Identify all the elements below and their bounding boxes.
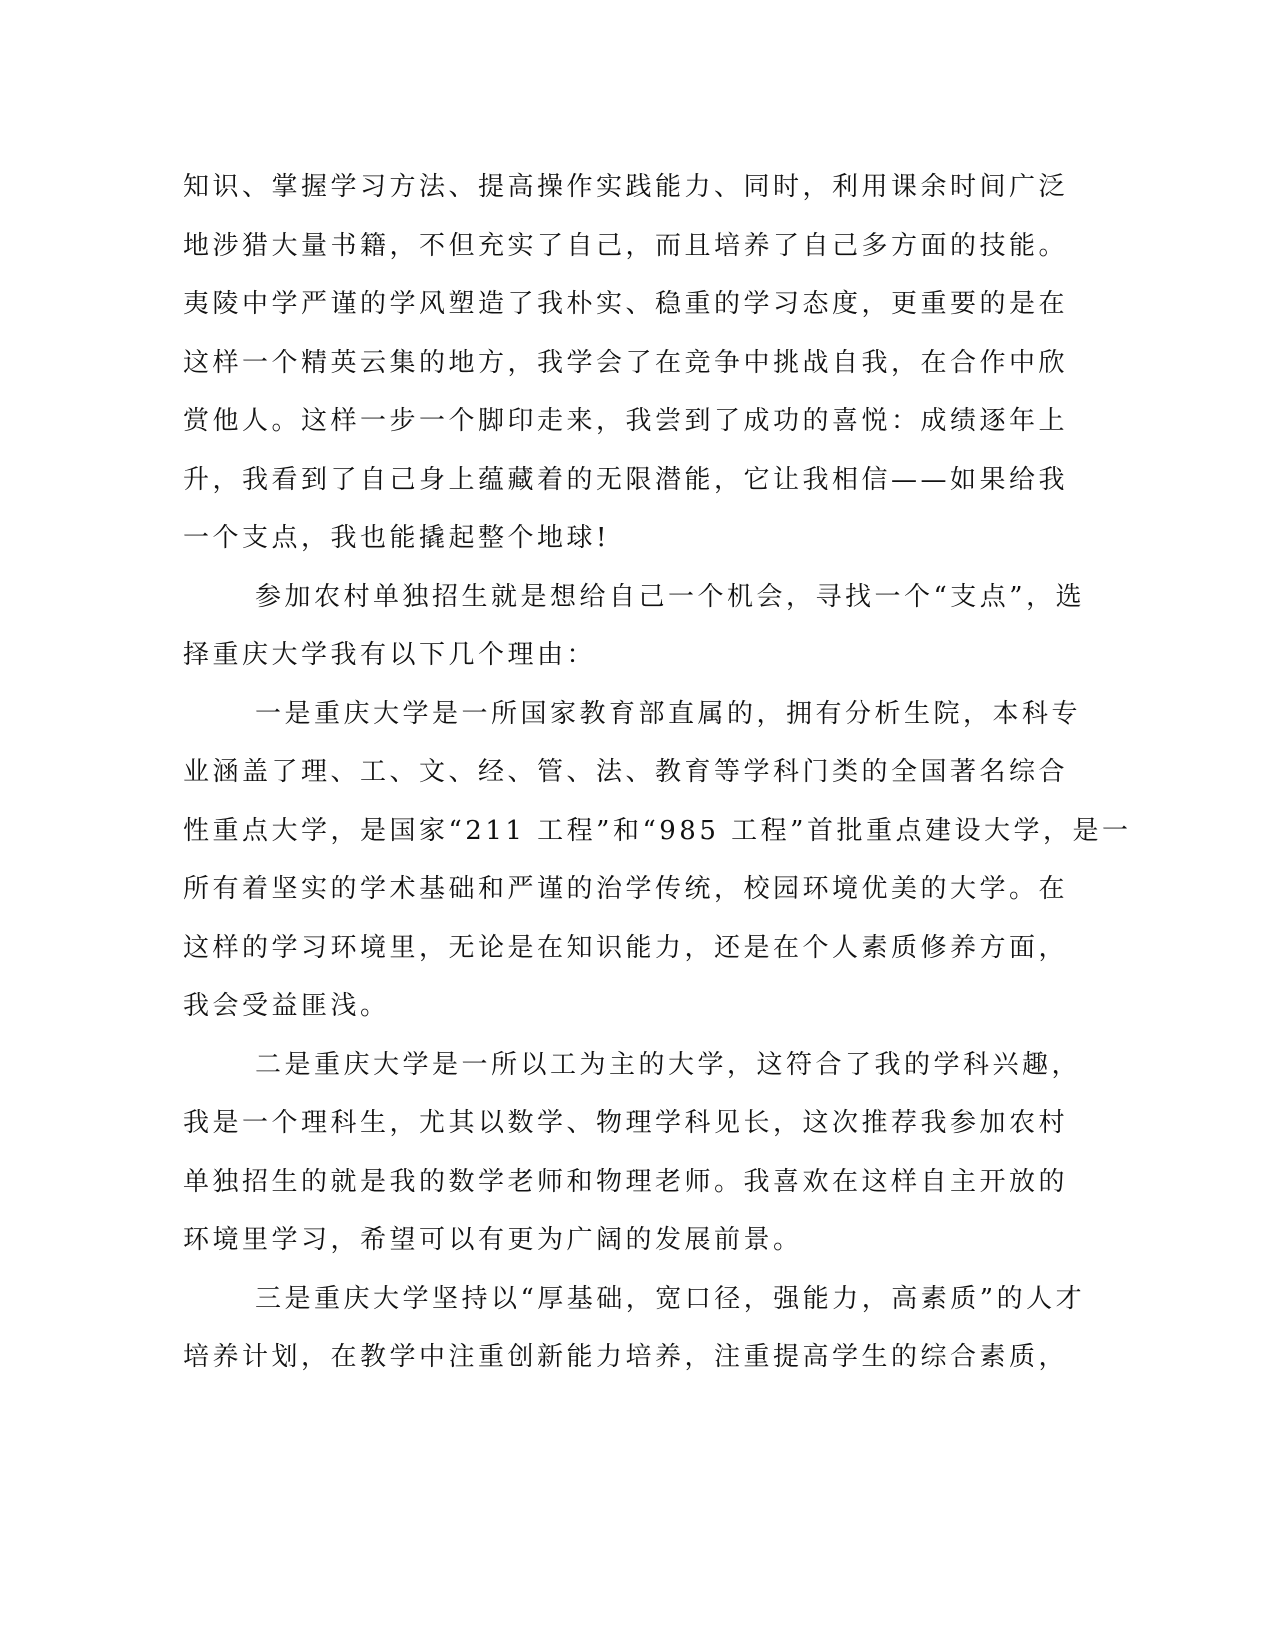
text-line: 择重庆大学我有以下几个理由： — [183, 640, 597, 670]
text-line: 升，我看到了自己身上蕴藏着的无限潜能，它让我相信——如果给我 — [183, 464, 1069, 495]
text-line: 我会受益匪浅。 — [183, 991, 390, 1021]
text-line: 这样一个精英云集的地方，我学会了在竞争中挑战自我，在合作中欣 — [183, 347, 1069, 378]
text-line: 培养计划，在教学中注重创新能力培养，注重提高学生的综合素质， — [183, 1342, 1069, 1372]
paragraph-first-line: 二是重庆大学是一所以工为主的大学，这符合了我的学科兴趣， — [255, 1049, 1082, 1080]
text-line: 知识、掌握学习方法、提高操作实践能力、同时，利用课余时间广泛 — [183, 172, 1069, 202]
paragraph-first-line: 三是重庆大学坚持以“厚基础，宽口径，强能力，高素质”的人才 — [255, 1283, 1086, 1314]
text-line: 所有着坚实的学术基础和严谨的治学传统，校园环境优美的大学。在 — [183, 874, 1069, 904]
text-line: 我是一个理科生，尤其以数学、物理学科见长，这次推荐我参加农村 — [183, 1108, 1069, 1138]
text-line: 环境里学习，希望可以有更为广阔的发展前景。 — [183, 1225, 803, 1255]
paragraph-first-line: 一是重庆大学是一所国家教育部直属的，拥有分析生院，本科专 — [255, 698, 1082, 729]
text-line: 业涵盖了理、工、文、经、管、法、教育等学科门类的全国著名综合 — [183, 757, 1069, 787]
text-line: 一个支点，我也能撬起整个地球! — [183, 523, 610, 553]
body-text — [183, 158, 1132, 1387]
text-line: 这样的学习环境里，无论是在知识能力，还是在个人素质修养方面， — [183, 932, 1069, 963]
text-line: 赏他人。这样一步一个脚印走来，我尝到了成功的喜悦：成绩逐年上 — [183, 406, 1069, 436]
text-line: 地涉猎大量书籍，不但充实了自己，而且培养了自己多方面的技能。 — [183, 230, 1069, 261]
text-line: 单独招生的就是我的数学老师和物理老师。我喜欢在这样自主开放的 — [183, 1166, 1069, 1197]
text-line: 夷陵中学严谨的学风塑造了我朴实、稳重的学习态度，更重要的是在 — [183, 289, 1069, 319]
text-line: 性重点大学，是国家“211 工程”和“985 工程”首批重点建设大学，是一 — [183, 815, 1132, 846]
paragraph-first-line: 参加农村单独招生就是想给自己一个机会，寻找一个“支点”，选 — [255, 581, 1086, 612]
